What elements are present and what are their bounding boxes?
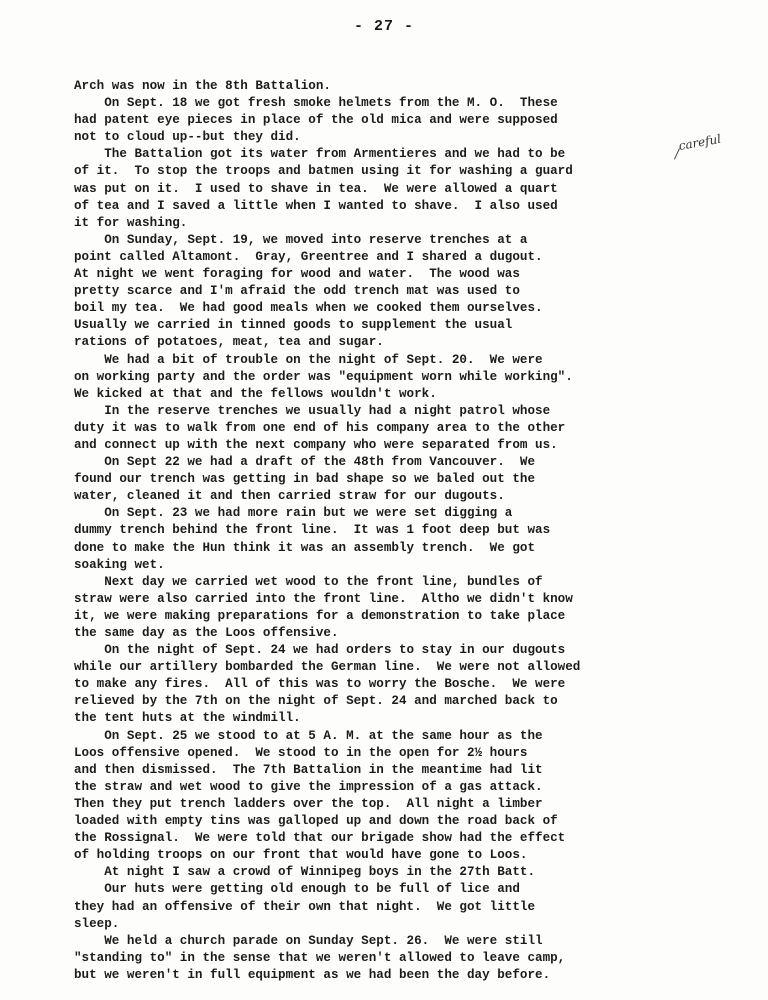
text-line: was put on it. I used to shave in tea. We were allowed a quart <box>74 181 558 196</box>
text-line: On the night of Sept. 24 we had orders to stay in our dugouts <box>74 643 566 658</box>
text-line: On Sept 22 we had a draft of the 48th from Vancouver. We <box>74 455 536 470</box>
text-line: Next day we carried wet wood to the front line, bundles of <box>74 574 543 589</box>
text-line: On Sept. 23 we had more rain but we were set digging a <box>74 506 513 521</box>
text-line: done to make the Hun think it was an assembly trench. We got <box>74 540 536 555</box>
text-line: relieved by the 7th on the night of Sept. 24 and marched back to <box>74 694 558 709</box>
text-line: of holding troops on our front that would have gone to Loos. <box>74 848 528 863</box>
text-line: Arch was now in the 8th Battalion. <box>74 79 331 93</box>
text-line: loaded with empty tins was galloped up and down the road back of <box>74 814 558 829</box>
text-line: while our artillery bombarded the German line. We were not allowed <box>74 660 581 675</box>
text-line: on working party and the order was "equipment worn while working". <box>74 369 573 384</box>
text-line: "standing to" in the sense that we weren't allowed to leave camp, <box>74 950 566 965</box>
text-line: had patent eye pieces in place of the old mica and were supposed <box>74 113 558 128</box>
handwritten-margin-note: careful <box>677 131 723 153</box>
text-line: and then dismissed. The 7th Battalion in the meantime had lit <box>74 762 543 777</box>
text-line: it, we were making preparations for a demonstration to take place <box>74 608 566 623</box>
text-line: of tea and I saved a little when I wanted to shave. I also used <box>74 198 558 213</box>
text-line: water, cleaned it and then carried straw for our dugouts. <box>74 489 505 504</box>
text-line: We had a bit of trouble on the night of Sept. 20. We were <box>74 352 543 367</box>
text-line: On Sunday, Sept. 19, we moved into reserve trenches at a <box>74 232 528 247</box>
text-line: of it. To stop the troops and batmen using it for washing a guard <box>74 164 573 179</box>
page-number: - 27 - <box>353 18 414 35</box>
typewritten-body <box>74 78 694 984</box>
text-line: point called Altamont. Gray, Greentree and I shared a dugout. <box>74 249 543 264</box>
text-line: We held a church parade on Sunday Sept. 26. We were still <box>74 933 543 948</box>
text-line: The Battalion got its water from Armentieres and we had to be <box>74 147 566 162</box>
text-line: At night we went foraging for wood and water. The wood was <box>74 267 520 282</box>
text-line: it for washing. <box>74 215 188 230</box>
text-line: rations of potatoes, meat, tea and sugar. <box>74 335 384 350</box>
text-line: Then they put trench ladders over the top. All night a limber <box>74 796 543 811</box>
text-line: the straw and wet wood to give the impression of a gas attack. <box>74 779 543 794</box>
text-line: At night I saw a crowd of Winnipeg boys in the 27th Batt. <box>74 865 536 880</box>
text-line: duty it was to walk from one end of his company area to the other <box>74 420 566 435</box>
text-line: but we weren't in full equipment as we had been the day before. <box>74 967 551 982</box>
text-line: Usually we carried in tinned goods to supplement the usual <box>74 318 513 333</box>
text-line: We kicked at that and the fellows wouldn't work. <box>74 386 437 401</box>
text-line: not to cloud up--but they did. <box>74 130 301 145</box>
text-line: On Sept. 18 we got fresh smoke helmets from the M. O. These <box>74 96 558 111</box>
text-line: Our huts were getting old enough to be full of lice and <box>74 882 520 897</box>
text-line: sleep. <box>74 916 120 931</box>
text-line: pretty scarce and I'm afraid the odd trench mat was used to <box>74 284 520 299</box>
text-line: found our trench was getting in bad shape so we baled out the <box>74 472 536 487</box>
text-line: straw were also carried into the front line. Altho we didn't know <box>74 591 573 606</box>
text-line: Loos offensive opened. We stood to in the open for 2½ hours <box>74 745 528 760</box>
text-line: soaking wet. <box>74 557 165 572</box>
text-line: the same day as the Loos offensive. <box>74 626 339 640</box>
text-line: to make any fires. All of this was to worry the Bosche. We were <box>74 677 566 692</box>
text-line: On Sept. 25 we stood to at 5 A. M. at the same hour as the <box>74 728 543 743</box>
text-line: the tent huts at the windmill. <box>74 711 301 726</box>
text-line: and connect up with the next company who were separated from us. <box>74 437 558 452</box>
text-line: dummy trench behind the front line. It was 1 foot deep but was <box>74 523 551 538</box>
text-line: they had an offensive of their own that night. We got little <box>74 899 536 914</box>
text-line: boil my tea. We had good meals when we cooked them ourselves. <box>74 301 543 316</box>
text-line: In the reserve trenches we usually had a night patrol whose <box>74 403 551 418</box>
text-line: the Rossignal. We were told that our brigade show had the effect <box>74 831 566 846</box>
